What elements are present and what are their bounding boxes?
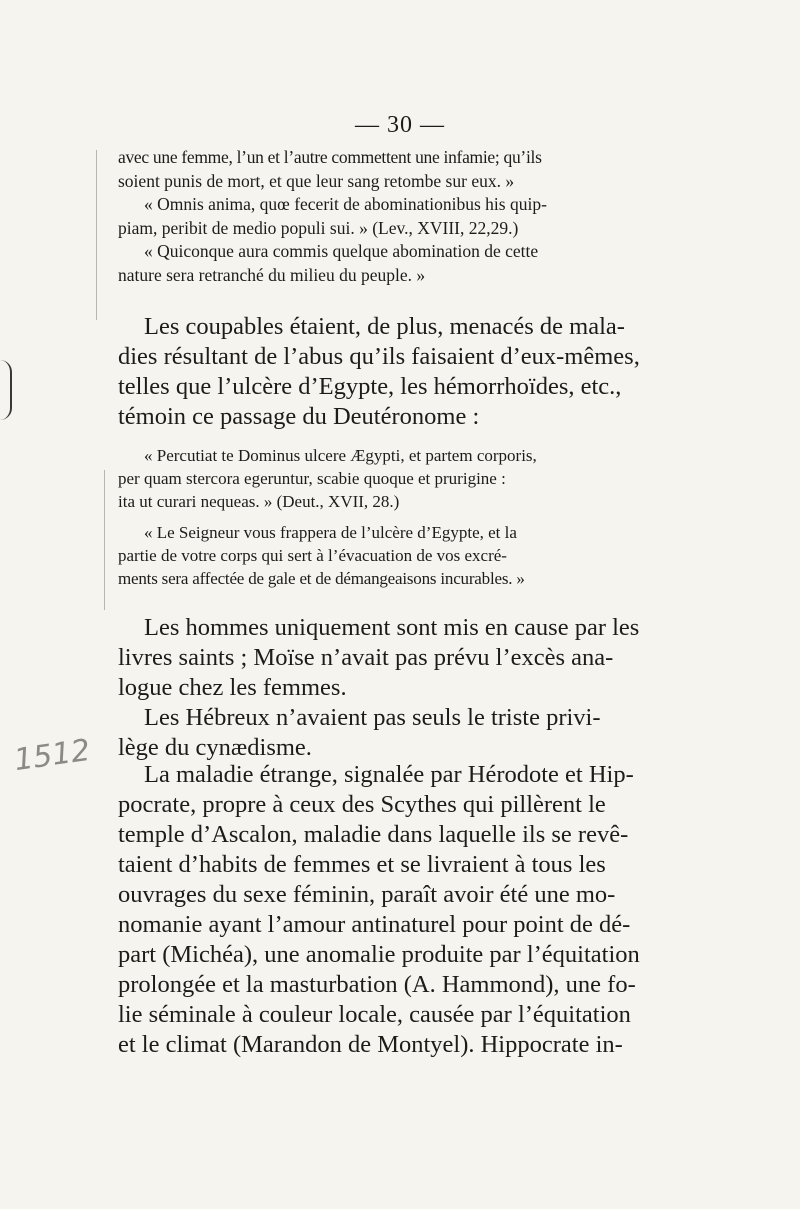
text-line: soient punis de mort, et que leur sang retombe sur eux. » xyxy=(118,170,515,191)
text-line: et le climat (Marandon de Montyel). Hippocrate in- xyxy=(118,1031,623,1058)
text-line: La maladie étrange, signalée par Hérodote et Hip- xyxy=(144,761,634,788)
text-line: Les coupables étaient, de plus, menacés de mala- xyxy=(144,313,625,340)
text-line: part (Michéa), une anomalie produite par l’équitation xyxy=(118,941,640,968)
margin-handwritten-note: 1512 xyxy=(11,732,93,779)
text-line: logue chez les femmes. xyxy=(118,674,347,701)
text-line: nomanie ayant l’amour antinaturel pour point de dé- xyxy=(118,911,631,938)
text-line: ita ut curari nequeas. » (Deut., XVII, 28.) xyxy=(118,492,400,511)
text-line: partie de votre corps qui sert à l’évacuation de vos excré- xyxy=(118,546,507,565)
paragraph-4 xyxy=(118,760,644,1060)
text-line: « Quiconque aura commis quelque abomination de cette xyxy=(144,241,539,261)
text-line: prolongée et la masturbation (A. Hammond), une fo- xyxy=(118,971,636,998)
text-line: pocrate, propre à ceux des Scythes qui pillèrent le xyxy=(118,791,606,818)
text-line: « Le Seigneur vous frappera de l’ulcère d’Egypte, et la xyxy=(144,523,517,542)
text-line: « Percutiat te Dominus ulcere Ægypti, et partem corporis, xyxy=(144,446,537,465)
text-line: taient d’habits de femmes et se livraient à tous les xyxy=(118,851,606,878)
text-line: ouvrages du sexe féminin, paraît avoir été une mo- xyxy=(118,881,616,908)
text-line: lie séminale à couleur locale, causée par l’équitation xyxy=(118,1001,631,1028)
text-line: Les Hébreux n’avaient pas seuls le triste privi- xyxy=(144,704,601,731)
text-line: telles que l’ulcère d’Egypte, les hémorrhoïdes, etc., xyxy=(118,373,622,400)
text-line: témoin ce passage du Deutéronome : xyxy=(118,403,480,430)
text-line: Les hommes uniquement sont mis en cause par les xyxy=(144,614,640,641)
text-line: temple d’Ascalon, maladie dans laquelle ils se revê- xyxy=(118,821,629,848)
text-line: per quam stercora egeruntur, scabie quoque et prurigine : xyxy=(118,469,506,488)
text-line: lège du cynædisme. xyxy=(118,734,312,761)
margin-bracket xyxy=(0,360,12,420)
text-line: avec une femme, l’un et l’autre commettent une infamie; qu’ils xyxy=(118,147,542,167)
text-line: « Omnis anima, quœ fecerit de abominationibus his quip- xyxy=(144,194,547,214)
quote-block-2 xyxy=(118,444,644,590)
paragraph-3 xyxy=(118,703,644,763)
paragraph-1 xyxy=(118,312,644,432)
text-line: nature sera retranché du milieu du peuple. » xyxy=(118,264,426,285)
text-line: piam, peribit de medio populi sui. » (Lev., XVIII, 22,29.) xyxy=(118,217,519,238)
quote-block-1 xyxy=(118,146,644,287)
margin-pencil-line-bottom xyxy=(104,470,105,610)
text-line: dies résultant de l’abus qu’ils faisaient d’eux-mêmes, xyxy=(118,343,640,370)
paragraph-2 xyxy=(118,613,644,703)
page-number: — 30 — xyxy=(355,112,445,138)
text-line: livres saints ; Moïse n’avait pas prévu l’excès ana- xyxy=(118,644,614,671)
margin-pencil-line-top xyxy=(96,150,97,320)
text-line: ments sera affectée de gale et de démangeaisons incurables. » xyxy=(118,569,525,588)
